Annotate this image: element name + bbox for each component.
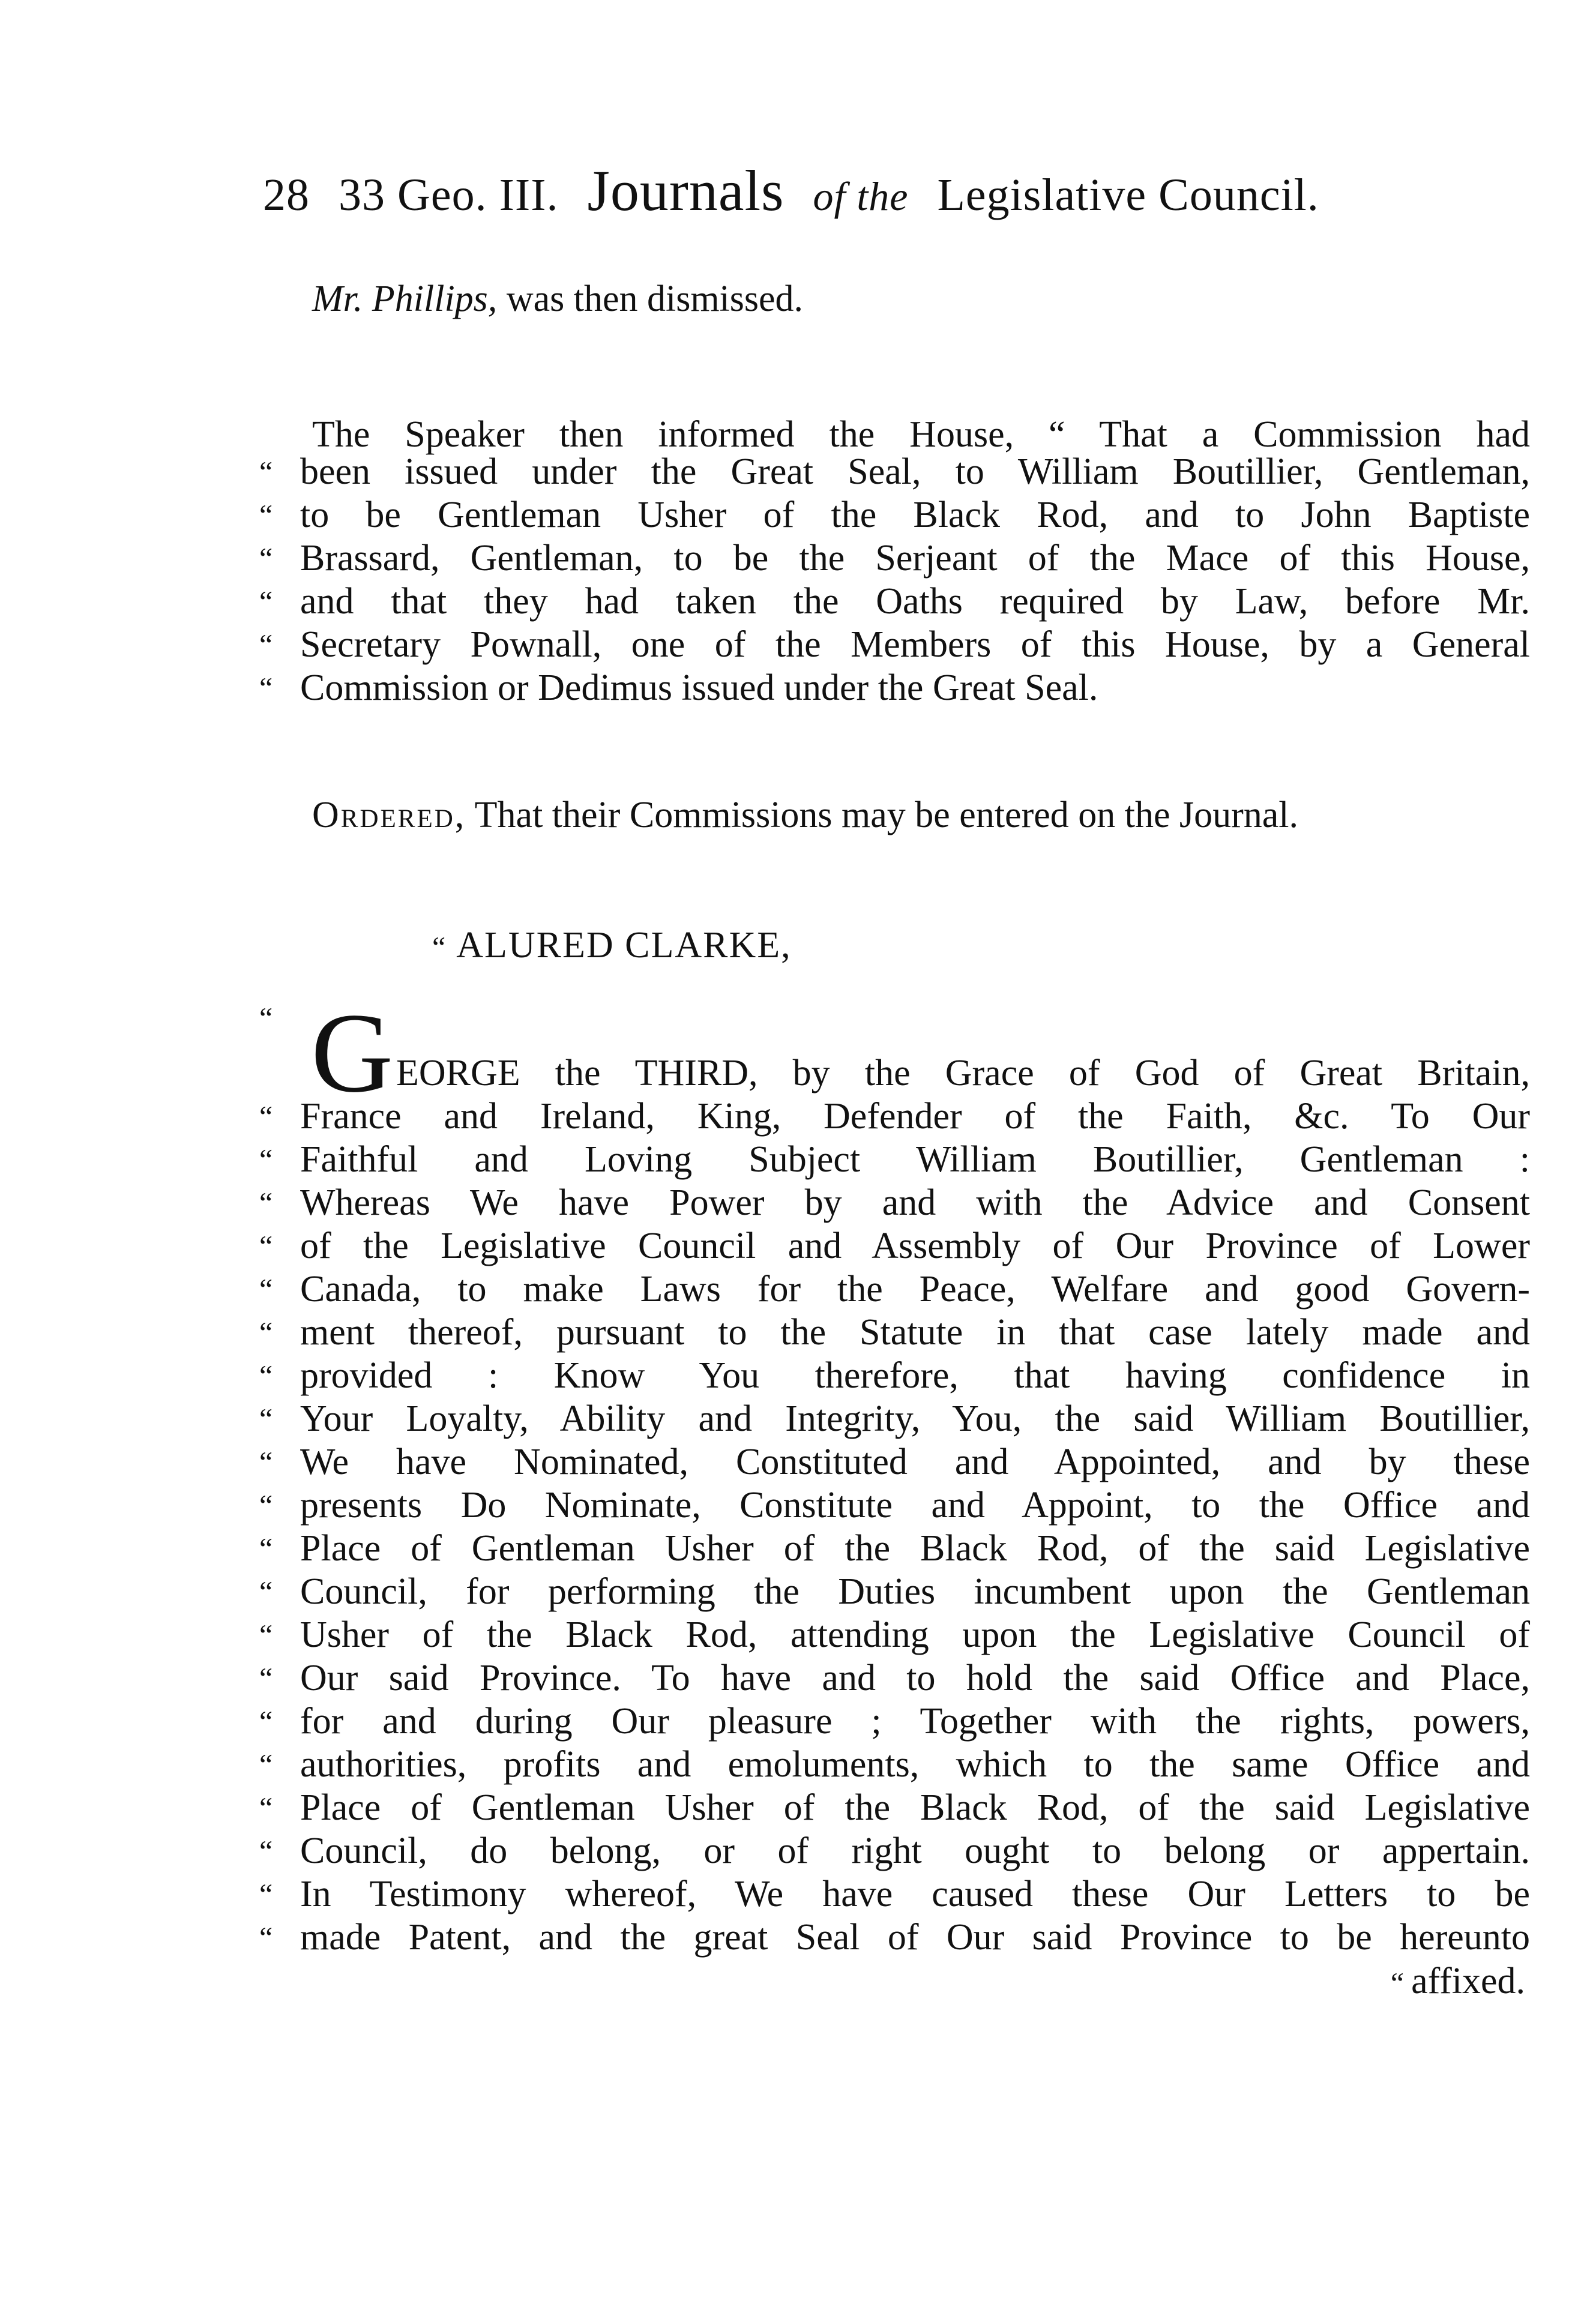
quote-mark: “: [259, 585, 273, 618]
commission-line-17: authorities, profits and emoluments, which to the same Office and: [300, 1744, 1530, 1785]
commission-line-7: ment thereof, pursuant to the Statute in that case lately made and: [300, 1312, 1530, 1353]
quote-mark: “: [259, 1618, 273, 1652]
commission-line-6: Canada, to make Laws for the Peace, Welfare and good Govern-: [300, 1269, 1530, 1310]
quote-mark: “: [259, 1402, 273, 1436]
commission-line-2: France and Ireland, King, Defender of the Faith, &c. To Our: [300, 1096, 1530, 1137]
commission-line-12: Place of Gentleman Usher of the Black Rod, of the said Legislative: [300, 1528, 1530, 1569]
commission-line-16: for and during Our pleasure ; Together with the rights, powers,: [300, 1701, 1530, 1742]
commission-line-1: EORGE the THIRD, by the Grace of God of Great Britain,: [396, 1053, 1530, 1093]
commission-line-15: Our said Province. To have and to hold the said Office and Place,: [300, 1658, 1530, 1698]
affixed-word: affixed.: [1411, 1961, 1525, 2002]
commission-line-9: Your Loyalty, Ability and Integrity, You, the said William Boutillier,: [300, 1398, 1530, 1439]
dismissed-text: was then dismissed.: [506, 278, 804, 319]
quote-mark: “: [259, 1316, 273, 1349]
commission-line-13: Council, for performing the Duties incumbent upon the Gentleman: [300, 1571, 1530, 1612]
quote-mark: “: [259, 498, 273, 532]
commission-line-19: Council, do belong, or of right ought to belong or appertain.: [300, 1830, 1530, 1871]
quote-mark: “: [259, 1001, 273, 1035]
speaker-line-2: been issued under the Great Seal, to William Boutillier, Gentleman,: [300, 451, 1530, 492]
running-header: [263, 157, 1336, 224]
quote-mark: “: [259, 1445, 273, 1479]
dismissed-name: Mr. Phillips,: [312, 278, 498, 319]
commission-last-line: [1391, 1960, 1525, 2003]
journal-title-of: of the: [813, 173, 909, 219]
page-number: 28: [263, 170, 310, 220]
quote-mark: “: [259, 1186, 273, 1220]
quote-mark: “: [259, 1834, 273, 1868]
quote-mark: “: [259, 1272, 273, 1306]
quote-mark: “: [259, 1575, 273, 1608]
quote-mark: “: [259, 1359, 273, 1392]
commission-line-3: Faithful and Loving Subject William Boutillier, Gentleman :: [300, 1139, 1530, 1180]
signatory-name: ALURED CLARKE,: [456, 925, 792, 966]
commission-line-10: We have Nominated, Constituted and Appointed, and by these: [300, 1442, 1530, 1482]
drop-cap: G: [311, 990, 394, 1116]
commission-line-21: made Patent, and the great Seal of Our said Province to be hereunto: [300, 1917, 1530, 1958]
regnal-year: 33 Geo. III.: [339, 170, 559, 220]
quote-mark: “: [259, 1704, 273, 1738]
journal-title-rest: Legislative Council.: [937, 170, 1319, 220]
commission-line-14: Usher of the Black Rod, attending upon the Legislative Council of: [300, 1614, 1530, 1655]
commission-line-11: presents Do Nominate, Constitute and Appoint, to the Office and: [300, 1485, 1530, 1526]
quote-mark: “: [259, 1099, 273, 1133]
quote-mark: “: [259, 1877, 273, 1911]
commission-line-8: provided : Know You therefore, that having confidence in: [300, 1355, 1530, 1396]
commission-line-18: Place of Gentleman Usher of the Black Rod, of the said Legislative: [300, 1787, 1530, 1828]
signatory-heading: [432, 924, 792, 967]
dismissed-line: [312, 277, 1530, 320]
quote-mark: “: [259, 455, 273, 489]
quote-mark: “: [259, 1143, 273, 1176]
speaker-line-4: Brassard, Gentleman, to be the Serjeant of the Mace of this House,: [300, 538, 1530, 579]
journal-title-prefix: Journals: [587, 158, 784, 223]
quote-mark: “: [259, 1229, 273, 1263]
quote-mark: “: [259, 1791, 273, 1824]
ordered-text: That their Commissions may be entered on the Journal.: [474, 795, 1298, 835]
commission-line-4: Whereas We have Power by and with the Advice and Consent: [300, 1182, 1530, 1223]
speaker-line-6: Secretary Pownall, one of the Members of this House, by a General: [300, 624, 1530, 665]
quote-mark: “: [432, 930, 447, 964]
speaker-line-3: to be Gentleman Usher of the Black Rod, and to John Baptiste: [300, 495, 1530, 535]
commission-line-20: In Testimony whereof, We have caused these Our Letters to be: [300, 1874, 1530, 1914]
speaker-line-5: and that they had taken the Oaths required by Law, before Mr.: [300, 581, 1530, 622]
quote-mark: “: [1390, 1966, 1405, 2000]
ordered-label: Ordered,: [312, 795, 466, 835]
quote-mark: “: [259, 1532, 273, 1565]
quote-mark: “: [259, 1748, 273, 1781]
speaker-line-7: Commission or Dedimus issued under the Great Seal.: [300, 667, 1098, 708]
quote-mark: “: [259, 1488, 273, 1522]
quote-mark: “: [259, 1920, 273, 1954]
ordered-line: [312, 793, 1530, 837]
quote-mark: “: [259, 671, 273, 705]
quote-mark: “: [259, 1661, 273, 1695]
commission-line-5: of the Legislative Council and Assembly of Our Province of Lower: [300, 1226, 1530, 1266]
quote-mark: “: [259, 628, 273, 661]
quote-mark: “: [259, 541, 273, 575]
speaker-line-1: The Speaker then informed the House, “ That a Commission had: [312, 414, 1530, 455]
